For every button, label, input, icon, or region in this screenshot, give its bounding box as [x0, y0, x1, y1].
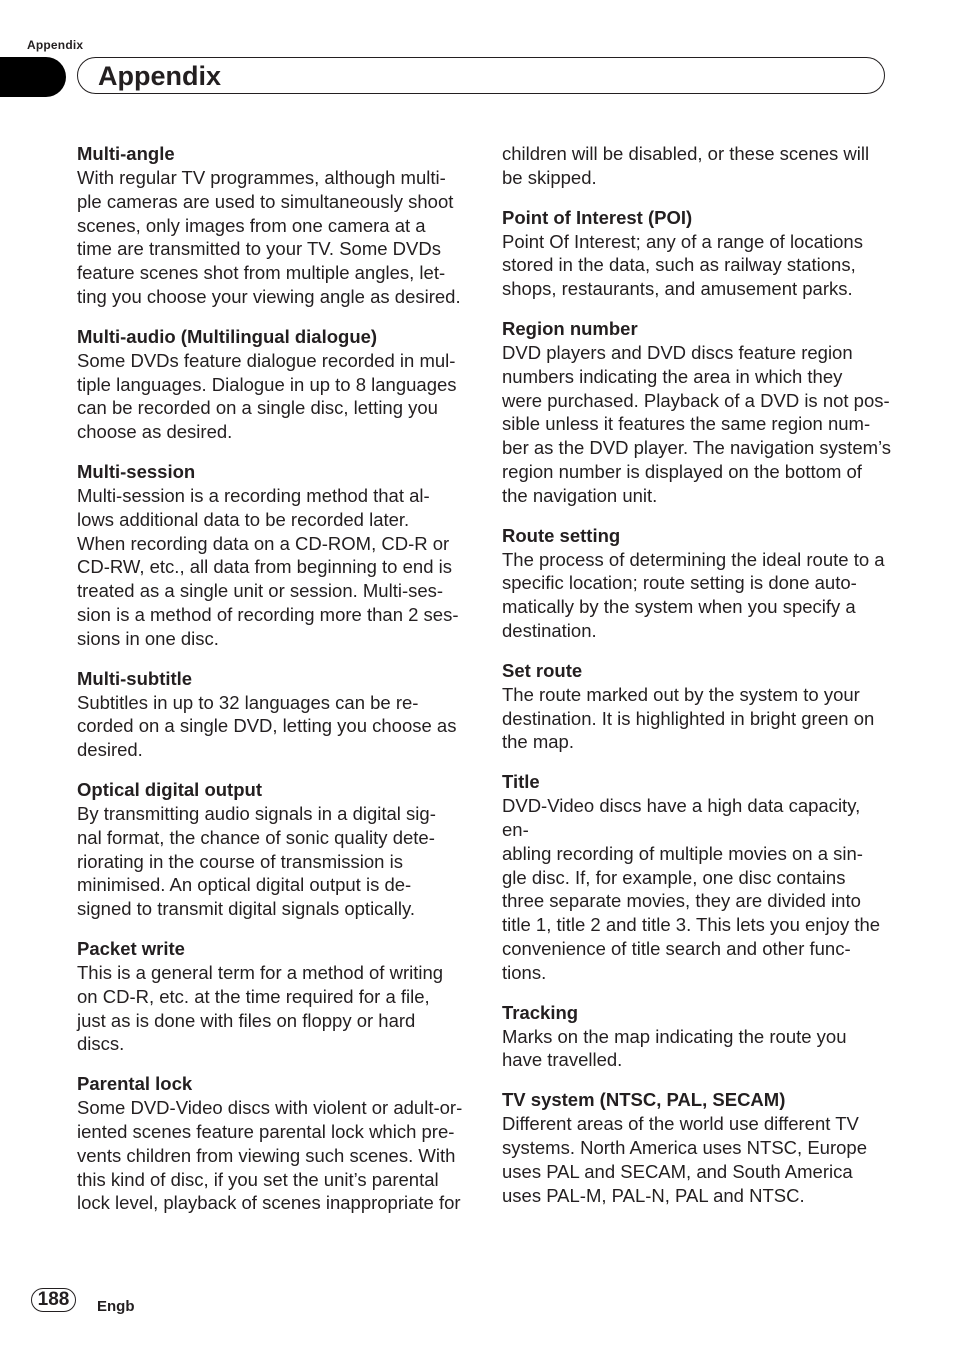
glossary-entry — [502, 1088, 892, 1207]
section-title-frame — [77, 57, 885, 94]
glossary-term: Parental lock — [77, 1073, 193, 1095]
section-title: Appendix — [98, 61, 222, 91]
glossary-continuation — [502, 142, 892, 190]
glossary-definition: Some DVD-Video discs with violent or adult-or- iented scenes feature parental lock which pre- vents children from viewing such scenes. With this kind of disc, if you set the unit’s parental lock level, playback of scenes inappropriate for — [77, 1097, 463, 1214]
glossary-definition: Multi-session is a recording method that al- lows additional data to be recorded later. When recording data on a CD-ROM, CD-R or CD-RW, etc., all data from beginning to end is treated as a single unit or session. Multi-ses- sion is a method of recording more than 2 ses- sions in one disc. — [77, 484, 459, 649]
glossary-entry — [502, 659, 892, 754]
glossary-definition: Some DVDs feature dialogue recorded in mul- tiple languages. Dialogue in up to 8 languages can be recorded on a single disc, letting you choose as desired. — [77, 349, 457, 443]
page-number: 188 — [31, 1288, 76, 1312]
glossary-entry — [502, 317, 892, 508]
glossary-entry — [77, 460, 467, 651]
running-head: Appendix — [27, 38, 84, 52]
glossary-term: Packet write — [77, 937, 185, 959]
glossary-entry — [502, 770, 892, 984]
glossary-definition: DVD players and DVD discs feature region numbers indicating the area in which they were purchased. Playback of a DVD is not pos- sible unless it features the same region num- ber as the DVD player. The navigation system’s region number is displayed on the bottom of the navigation unit. — [502, 341, 892, 506]
glossary-term: Route setting — [502, 524, 621, 546]
glossary-definition: The process of determining the ideal route to a specific location; route setting is done auto- matically by the system when you specify a destination. — [502, 548, 885, 641]
glossary-definition: This is a general term for a method of writing on CD-R, etc. at the time required for a file, just as is done with files on floppy or hard discs. — [77, 961, 444, 1055]
glossary-definition: DVD-Video discs have a high data capacity, en- abling recording of multiple movies on a sin- gle disc. If, for example, one disc contains three separate movies, they are divided into title 1, title 2 and title 3. This lets you enjoy the convenience of title search and other func- tions. — [502, 795, 881, 983]
glossary-entry — [502, 1001, 892, 1073]
glossary-term: Tracking — [502, 1001, 579, 1023]
glossary-entry — [77, 667, 467, 762]
glossary-entry — [77, 937, 467, 1056]
glossary-term: Point of Interest (POI) — [502, 206, 693, 228]
glossary-definition: Point Of Interest; any of a range of locations stored in the data, such as railway stations, shops, restaurants, and amusement parks. — [502, 230, 863, 300]
glossary-definition: By transmitting audio signals in a digital sig- nal format, the chance of sonic quality dete- riorating in the course of transmission is minimised. An optical digital output is de- signed to transmit digital signals optically. — [77, 802, 436, 920]
glossary-definition: Different areas of the world use different TV systems. North America uses NTSC, Europe uses PAL and SECAM, and South America uses PAL-M, PAL-N, PAL and NTSC. — [502, 1113, 867, 1206]
glossary-entry — [502, 206, 892, 301]
glossary-definition: Subtitles in up to 32 languages can be re- corded on a single DVD, letting you choose as desired. — [77, 691, 457, 761]
glossary-term: Multi-angle — [77, 143, 175, 164]
glossary-term: Title — [502, 771, 540, 793]
glossary-entry — [502, 524, 892, 643]
glossary-entry — [77, 142, 467, 309]
right-column — [502, 142, 892, 1223]
glossary-term: Region number — [502, 317, 638, 339]
language-code: Engb — [97, 1298, 135, 1315]
section-tab-marker — [0, 57, 66, 97]
glossary-term: Optical digital output — [77, 778, 262, 800]
glossary-entry — [77, 1072, 467, 1215]
glossary-entry — [77, 778, 467, 921]
glossary-term: Multi-subtitle — [77, 667, 193, 689]
glossary-definition-continued: children will be disabled, or these scenes will be skipped. — [502, 143, 870, 188]
glossary-term: Multi-audio (Multilingual dialogue) — [77, 325, 378, 347]
glossary-term: Set route — [502, 659, 583, 681]
glossary-term: TV system (NTSC, PAL, SECAM) — [502, 1089, 786, 1111]
left-column — [77, 142, 467, 1231]
glossary-definition: Marks on the map indicating the route you have travelled. — [502, 1025, 847, 1071]
glossary-term: Multi-session — [77, 460, 196, 482]
glossary-definition: With regular TV programmes, although multi- ple cameras are used to simultaneously shoot scenes, only images from one camera at a time are transmitted to your TV. Some DVDs feature scenes shot from multiple angles, let- ting you choose your viewing angle as desired. — [77, 167, 461, 307]
glossary-definition: The route marked out by the system to your destination. It is highlighted in bright green on the map. — [502, 683, 875, 753]
glossary-entry — [77, 325, 467, 444]
